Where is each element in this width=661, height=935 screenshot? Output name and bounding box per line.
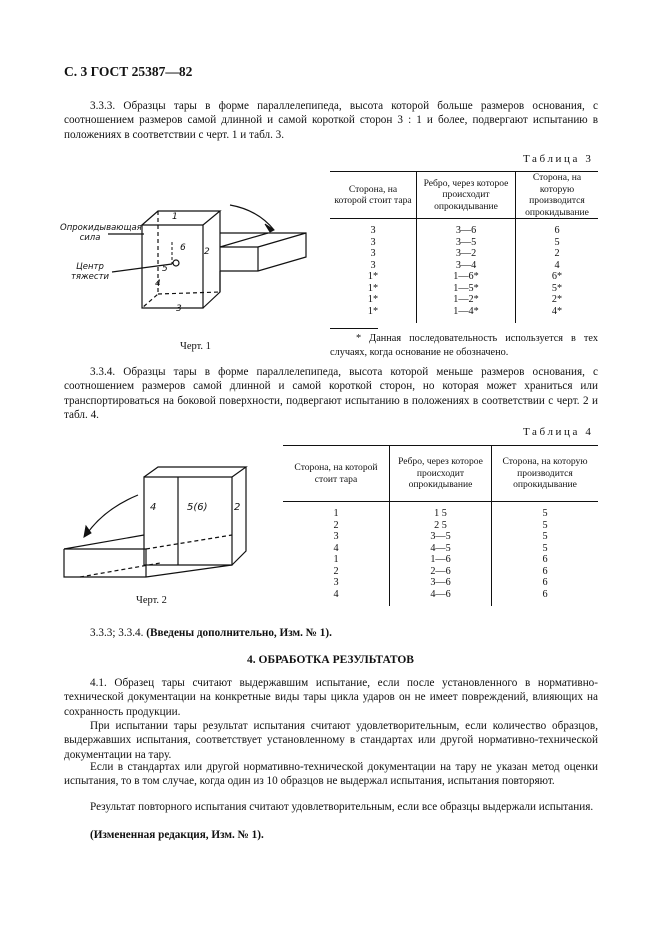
amendment-note: 3.3.3; 3.3.4. (Введены дополнительно, Изм. № 1). [90,627,332,639]
fig1-face-2: 2 [204,247,210,257]
table-row: 1* 1—5* 5* [330,283,598,295]
table-3-header-side: Сторона, на которой стоит тара [330,172,417,219]
paragraph-3-3-3: 3.3.3. Образцы тары в форме параллелепипеда, высота которой больше размеров основания, с соотношением размеров самой длинной и самой короткой сторон 3 : 1 и более, подвергают испытанию в положениях в соответствии с черт. 1 и табл. 3. [64,100,598,141]
table-3-header-target: Сторона, на которую производится опрокидывание [516,172,599,219]
table-row: 2 2 5 5 [283,520,598,532]
paragraph-4-1-c: Если в стандартах или другой нормативно-технической документации на тару не указан метод оценки испытания, то в том случае, когда один из 10 образцов не выдержал испытания, испытания повторяют. [64,761,598,788]
table-row: 1* 1—2* 2* [330,294,598,306]
amendment-note-bold: (Введены дополнительно, Изм. № 1). [146,627,332,639]
table-4-header-target: Сторона, на которую производится опрокидывание [492,446,599,502]
table-row: 1 1—6 6 [283,554,598,566]
paragraph-4-1: 4.1. Образец тары считают выдержавшим испытание, если после установленного в нормативно-технической документации на конкретные виды тары цикла ударов он не имеет повреждений, влияющих на сохранность продукции. [64,677,598,718]
label-center-of-gravity: Центр тяжести [70,262,110,282]
table-row: 3 3—2 2 [330,248,598,260]
table-row: 4 4—5 5 [283,543,598,555]
figure-1-drawing [60,190,322,325]
table-row: 3 3—6 6 [330,225,598,237]
fig2-face-4: 4 [150,502,157,513]
table-3-caption: Таблица 3 [523,153,594,165]
figure-2-caption: Черт. 2 [136,595,167,606]
figure-2-drawing [60,465,275,585]
table-3-header-edge: Ребро, через которое происходит опрокидывание [417,172,516,219]
label-force: Опрокидывающая сила [60,223,142,243]
fig1-face-1: 1 [172,212,178,222]
table-4-header-edge: Ребро, через которое происходит опрокидывание [390,446,492,502]
table-row: 3 3—5 5 [283,531,598,543]
page-header: С. 3 ГОСТ 25387—82 [64,64,193,79]
figure-1-caption: Черт. 1 [180,341,211,352]
edit-note: (Измененная редакция, Изм. № 1). [90,829,264,841]
table-row: 1* 1—6* 6* [330,271,598,283]
table-row: 3 3—4 4 [330,260,598,272]
paragraph-4-1-b: При испытании тары результат испытания считают удовлетворительным, если количество образцов, выдержавших испытания, соответствует установленному в стандартах или другой нормативно-технической документации на тару. [64,720,598,761]
fig2-face-5-6: 5(6) [187,502,208,513]
fig1-face-6: 6 [180,243,186,253]
footnote-rule [330,328,378,329]
table-3-footnote: * Данная последовательность используется в тех случаях, когда основание не обозначено. [330,333,598,358]
fig1-face-4: 4 [155,279,161,289]
paragraph-3-3-4: 3.3.4. Образцы тары в форме параллелепипеда, высота которой меньше размеров основания, с соотношением размеров самой длинной и самой короткой сторон, но которая может храниться или транспортироваться на боковой поверхности, подвергают испытанию в положениях в соответствии с черт. 2 и табл. 4. [64,366,598,421]
table-row: 3 3—6 6 [283,577,598,589]
table-row: 1 1 5 5 [283,508,598,520]
fig1-face-5: 5 [162,264,168,274]
table-3 [330,171,598,323]
table-row: 3 3—5 5 [330,237,598,249]
table-4 [283,445,598,606]
table-row: 4 4—6 6 [283,589,598,601]
fig2-face-2: 2 [234,502,241,513]
table-row: 2 2—6 6 [283,566,598,578]
table-row: 1* 1—4* 4* [330,306,598,318]
table-4-caption: Таблица 4 [523,426,594,438]
paragraph-4-1-d: Результат повторного испытания считают удовлетворительным, если все образцы выдержали испытания. [90,801,594,813]
table-4-header-side: Сторона, на которой стоит тара [283,446,390,502]
fig1-face-3: 3 [176,304,182,314]
section-title: 4. ОБРАБОТКА РЕЗУЛЬТАТОВ [247,654,414,666]
